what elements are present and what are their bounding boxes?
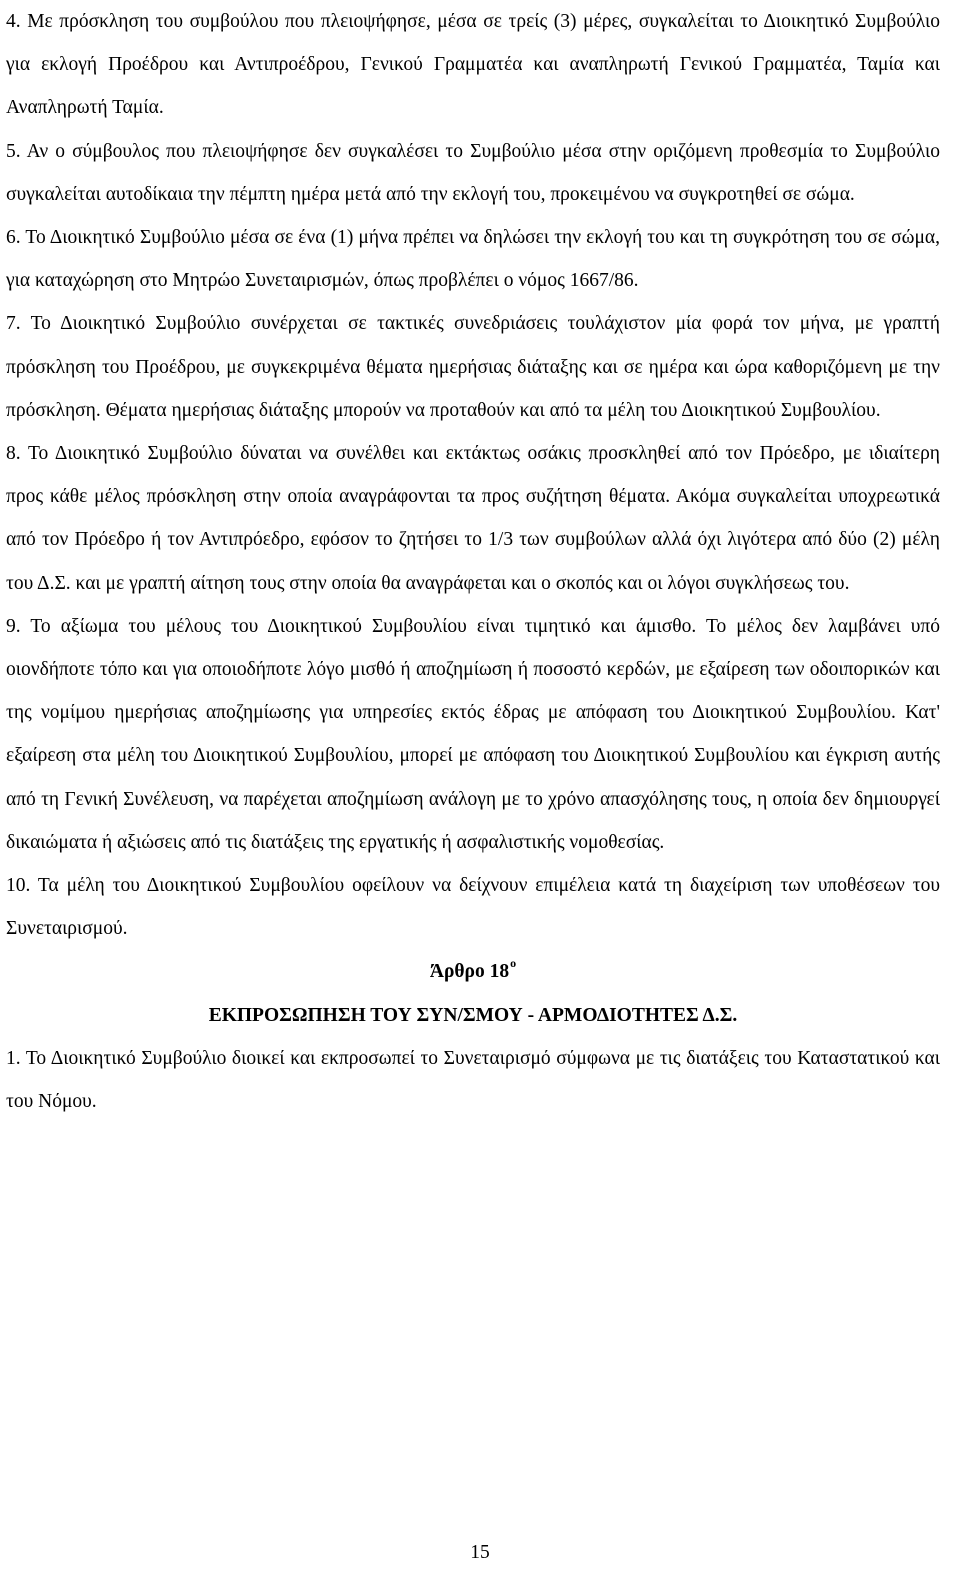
paragraph-7: 7. Το Διοικητικό Συμβούλιο συνέρχεται σε τακτικές συνεδριάσεις τουλάχιστον μία φορά τον μήνα, με γραπτή πρόσκληση του Προέδρου, με συγκεκριμένα θέματα ημερήσιας διάταξης και σε ημέρα και ώρα καθοριζόμενη με την πρόσκληση. Θέματα ημερήσιας διάταξης μπορούν να προταθούν και από τα μέλη του Διοικητικού Συμβουλίου. — [6, 313, 940, 421]
paragraph-4: 4. Με πρόσκληση του συμβούλου που πλειοψήφησε, μέσα σε τρείς (3) μέρες, συγκαλείται το Διοικητικό Συμβούλιο για εκλογή Προέδρου και Αντιπροέδρου, Γενικού Γραμματέα και αναπληρωτή Γενικού Γραμματέα, Ταμία και Αναπληρωτή Ταμία. — [6, 11, 940, 119]
article-label: Άρθρο 18 — [429, 961, 510, 983]
article-number-heading — [6, 950, 940, 993]
article-ordinal-superscript: ο — [510, 956, 517, 971]
paragraph-9: 9. Το αξίωμα του μέλους του Διοικητικού Συμβουλίου είναι τιμητικό και άμισθο. Το μέλος δεν λαμβάνει υπό οιονδήποτε τόπο και για οποιοδήποτε λόγο μισθό ή αποζημίωση ή ποσοστό κερδών, με εξαίρεση των οδοιπορικών και της νομίμου ημερήσιας αποζημίωσης για υπηρεσίες εκτός έδρας με απόφαση του Διοικητικού Συμβουλίου. Κατ' εξαίρεση στα μέλη του Διοικητικού Συμβουλίου, μπορεί με απόφαση του Διοικητικού Συμβουλίου και έγκριση αυτής από τη Γενική Συνέλευση, να παρέχεται αποζημίωση ανάλογη με το χρόνο απασχόλησης τους, η οποία δεν δημιουργεί δικαιώματα ή αξιώσεις από τις διατάξεις της εργατικής ή ασφαλιστικής νομοθεσίας. — [6, 615, 940, 853]
paragraph-5: 5. Αν ο σύμβουλος που πλειοψήφησε δεν συγκαλέσει το Συμβούλιο μέσα στην οριζόμενη προθεσμία το Συμβούλιο συγκαλείται αυτοδίκαια την πέμπτη ημέρα μετά από την εκλογή του, προκειμένου να συγκροτηθεί σε σώμα. — [6, 140, 940, 205]
article-paragraph-1: 1. Το Διοικητικό Συμβούλιο διοικεί και εκπροσωπεί το Συνεταιρισμό σύμφωνα με τις διατάξεις του Καταστατικού και του Νόμου. — [6, 1047, 940, 1113]
document-body — [6, 0, 940, 1123]
paragraph-8: 8. Το Διοικητικό Συμβούλιο δύναται να συνέλθει και εκτάκτως οσάκις προσκληθεί από τον Πρόεδρο, με ιδιαίτερη προς κάθε μέλος πρόσκληση στην οποία αναγράφονται τα προς συζήτηση θέματα. Ακόμα συγκαλείται υποχρεωτικά από τον Πρόεδρο ή τον Αντιπρόεδρο, εφόσον το ζητήσει το 1/3 των συμβούλων αλλά όχι λιγότερα από δύο (2) μέλη του Δ.Σ. και με γραπτή αίτηση τους στην οποία θα αναγράφεται και ο σκοπός και οι λόγοι συγκλήσεως του. — [6, 443, 940, 594]
paragraph-10: 10. Τα μέλη του Διοικητικού Συμβουλίου οφείλουν να δείχνουν επιμέλεια κατά τη διαχείριση των υποθέσεων του Συνεταιρισμού. — [6, 875, 940, 940]
paragraph-6: 6. Το Διοικητικό Συμβούλιο μέσα σε ένα (1) μήνα πρέπει να δηλώσει την εκλογή του και τη συγκρότηση του σε σώμα, για καταχώρηση στο Μητρώο Συνεταιρισμών, όπως προβλέπει ο νόμος 1667/86. — [6, 227, 940, 292]
article-title: ΕΚΠΡΟΣΩΠΗΣΗ ΤΟΥ ΣΥΝ/ΣΜΟΥ - ΑΡΜΟΔΙΟΤΗΤΕΣ Δ.Σ. — [208, 1004, 738, 1026]
page-number: 15 — [470, 1542, 490, 1563]
